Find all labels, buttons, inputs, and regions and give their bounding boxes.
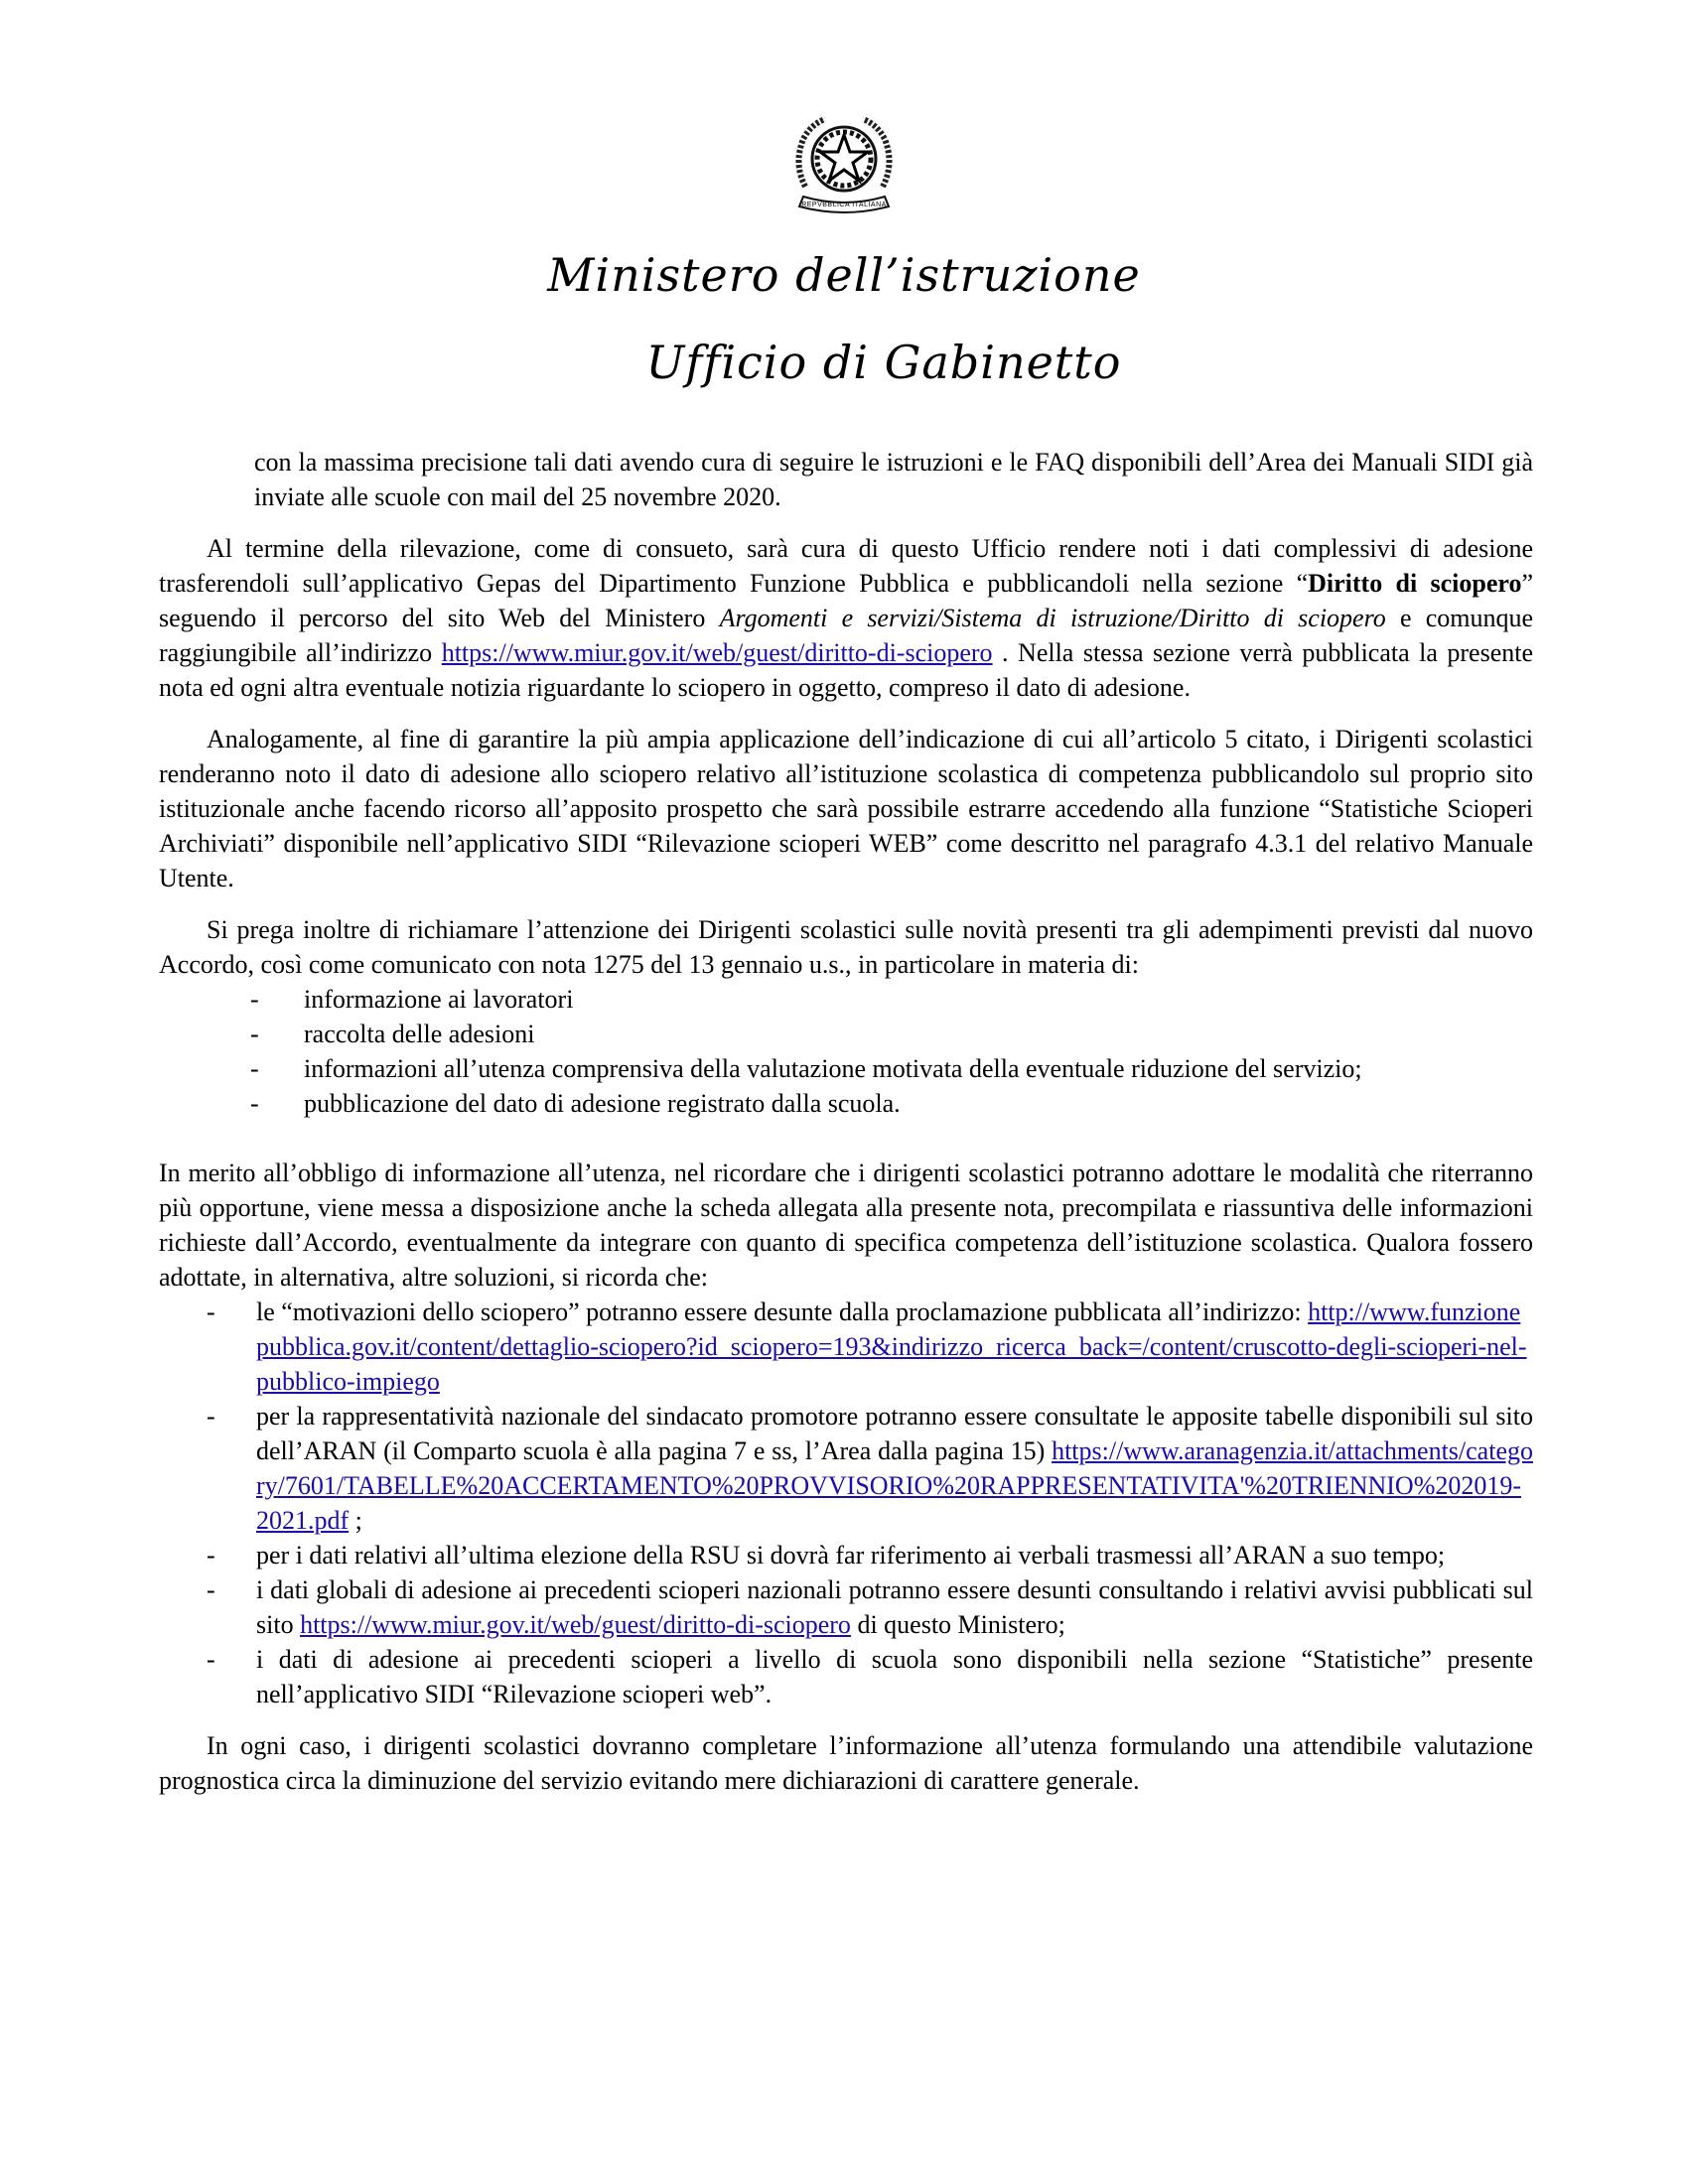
list-item: - per i dati relativi all’ultima elezione della RSU si dovrà far riferimento ai verbali trasmessi all’ARAN a suo tempo;: [207, 1541, 1446, 1570]
list-item: - informazioni all’utenza comprensiva della valutazione motivata della eventuale riduzione del servizio;: [250, 1054, 1362, 1083]
list-item: - i dati di adesione ai precedenti scioperi a livello di scuola sono disponibili nella sezione “Statistiche” presente nell’applicativo SIDI “Rilevazione scioperi web”.: [207, 1645, 1533, 1708]
link-miur-diritto-sciopero[interactable]: https://www.miur.gov.it/web/guest/diritto-di-sciopero: [441, 638, 993, 667]
paragraph-conclusione: In ogni caso, i dirigenti scolastici dovranno completare l’informazione all’utenza formulando una attendibile valutazione prognostica circa la diminuzione del servizio evitando mere dichiarazioni di carattere generale.: [159, 1731, 1533, 1795]
reminders-list: [159, 1295, 1533, 1711]
bold-section-name: Diritto di sciopero: [1308, 569, 1522, 598]
office-subtitle: Ufficio di Gabinetto: [645, 336, 1122, 389]
paragraph-analogamente: Analogamente, al fine di garantire la più ampia applicazione dell’indicazione di cui all’articolo 5 citato, i Dirigenti scolastici renderanno noto il dato di adesione allo sciopero relativo all’istituzione scolastica di competenza pubblicandolo sul proprio sito istituzionale anche facendo ricorso all’apposito prospetto che sarà possibile estrarre accedendo alla funzione “Statistiche Scioperi Archiviati” disponibile nell’applicativo SIDI “Rilevazione scioperi WEB” come descritto nel paragrafo 4.3.1 del relativo Manuale Utente.: [159, 725, 1533, 892]
intro-paragraph: con la massima precisione tali dati avendo cura di seguire le istruzioni e le FAQ disponibili dell’Area dei Manuali SIDI già inviate alle scuole con mail del 25 novembre 2020.: [254, 448, 1533, 511]
link-funzionepubblica[interactable]: http://www.funzionepubblica.gov.it/content/dettaglio-sciopero?id_sciopero=193&indirizzo_ricerca_back=/content/cruscotto-degli-scioperi-nel-pubblico-impiego: [256, 1297, 1527, 1396]
list-item: - pubblicazione del dato di adesione registrato dalla scuola.: [250, 1089, 901, 1118]
link-miur-diritto-sciopero-2[interactable]: https://www.miur.gov.it/web/guest/diritto-di-sciopero: [300, 1610, 851, 1639]
list-item: - le “motivazioni dello sciopero” potranno essere desunte dalla proclamazione pubblicata all’indirizzo: http://www.funzionepubblica.gov.it/content/dettaglio-sciopero?id_sciopero=193&indirizzo_ricerca_back=/content/cruscotto-degli-scioperi-nel-pubblico-impiego: [207, 1297, 1527, 1396]
paragraph-informazione-utenza: In merito all’obbligo di informazione all’utenza, nel ricordare che i dirigenti scolastici potranno adottare le modalità che riterranno più opportune, viene messa a disposizione anche la scheda allegata alla presente nota, precompilata e riassuntiva delle informazioni richieste dall’Accordo, eventualmente da integrare con quanto di specifica competenza dell’istituzione scolastica. Qualora fossero adottate, in alternativa, altre soluzioni, si ricorda che:: [159, 1159, 1533, 1292]
document-body: [159, 445, 1533, 1798]
ministry-title: Ministero dell’istruzione: [547, 248, 1141, 302]
list-item: - per la rappresentatività nazionale del sindacato promotore potranno essere consultate le apposite tabelle disponibili sul sito dell’ARAN (il Comparto scuola è alla pagina 7 e ss, l’Area dalla pagina 15) https://www.aranagenzia.it/attachments/category/7601/TABELLE%20ACCERTAMENTO%20PROVVISORIO%20RAPPRESENTATIVITA'%20TRIENNIO%202019-2021.pdf ;: [207, 1402, 1533, 1535]
list-item: - informazione ai lavoratori: [250, 985, 574, 1014]
list-item: - i dati globali di adesione ai precedenti scioperi nazionali potranno essere desunti consultando i relativi avvisi pubblicati sul sito https://www.miur.gov.it/web/guest/diritto-di-sciopero di questo Ministero;: [207, 1575, 1533, 1639]
italic-path: Argomenti e servizi/Sistema di istruzione/Diritto di sciopero: [719, 604, 1386, 632]
paragraph-richiamo: Si prega inoltre di richiamare l’attenzione dei Dirigenti scolastici sulle novità presenti tra gli adempimenti previsti dal nuovo Accordo, così come comunicato con nota 1275 del 13 gennaio u.s., in particolare in materia di:: [159, 915, 1533, 979]
list-item: - raccolta delle adesioni: [250, 1020, 535, 1048]
obligations-list: [159, 982, 1533, 1121]
paragraph-publication: Al termine della rilevazione, come di consueto, sarà cura di questo Ufficio rendere noti i dati complessivi di adesione trasferendoli sull’applicativo Gepas del Dipartimento Funzione Pubblica e pubblicandoli nella sezione “Diritto di sciopero” seguendo il percorso del sito Web del Ministero Argomenti e servizi/Sistema di istruzione/Diritto di sciopero e comunque raggiungibile all’indirizzo https://www.miur.gov.it/web/guest/diritto-di-sciopero . Nella stessa sezione verrà pubblicata la presente nota ed ogni altra eventuale notizia riguardante lo sciopero in oggetto, compreso il dato di adesione.: [159, 534, 1534, 702]
emblem-text: REPVBBLICA ITALIANA: [801, 202, 887, 208]
link-aranagenzia[interactable]: https://www.aranagenzia.it/attachments/category/7601/TABELLE%20ACCERTAMENTO%20PROVVISORIO%20RAPPRESENTATIVITA'%20TRIENNIO%202019-2021.pdf: [256, 1436, 1533, 1535]
